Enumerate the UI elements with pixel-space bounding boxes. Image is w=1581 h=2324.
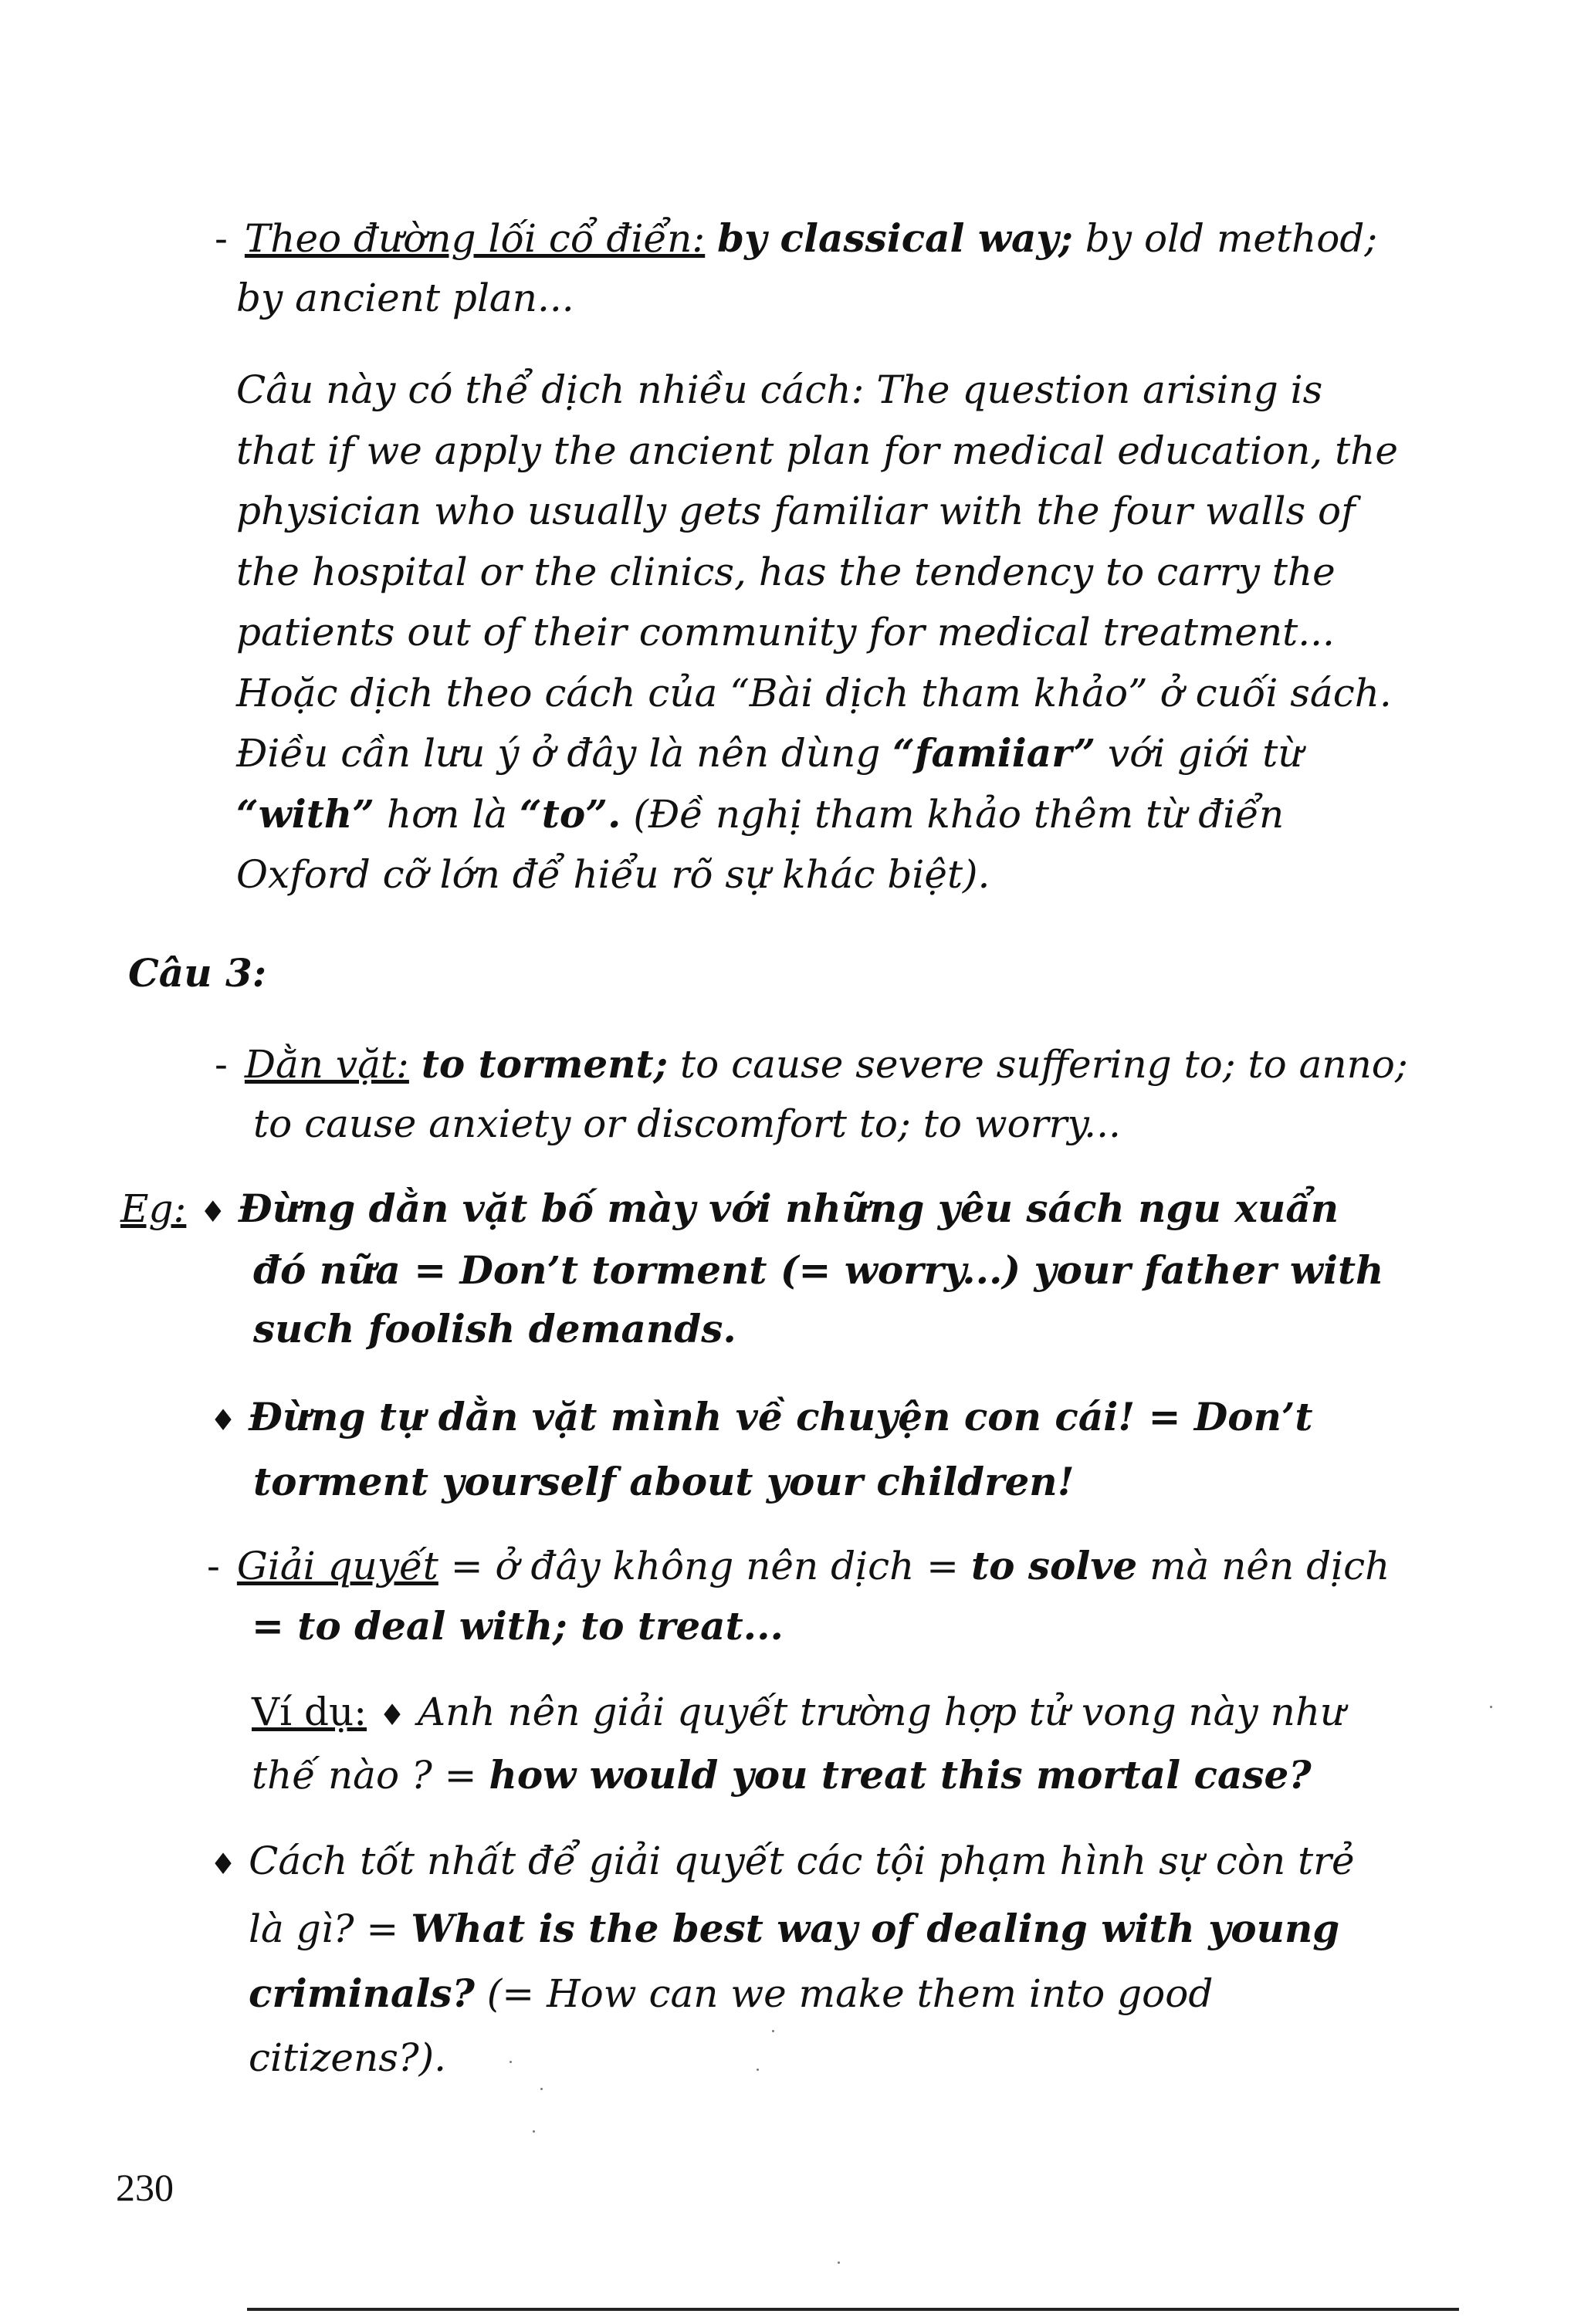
- term-label: Dằn vặt:: [244, 1042, 409, 1087]
- bold-translation: What is the best way of dealing with young: [411, 1906, 1340, 1951]
- example-line: [252, 1683, 1479, 1745]
- paragraph-line: Hoặc dịch theo cách của “Bài dịch tham khảo” ở cuối sách.: [236, 670, 1392, 715]
- example-line: citizens?).: [249, 2035, 447, 2080]
- example-block-3: [252, 1683, 1479, 1805]
- bold-translation: how would you treat this mortal case?: [489, 1752, 1312, 1798]
- example-text: Đừng dằn vặt bố mày với những yêu sách ngu xuẩn: [238, 1186, 1339, 1231]
- scan-speck: [540, 2088, 543, 2090]
- translation-rest: by old method;: [1085, 216, 1378, 261]
- bold-translation: criminals?: [249, 1970, 475, 2016]
- diamond-bullet-icon: ♦: [210, 1402, 237, 1437]
- paragraph-line: patients out of their community for medical treatment...: [236, 610, 1335, 655]
- paragraph-line: [236, 784, 1471, 845]
- example-line: [210, 1961, 1476, 2026]
- term-label: Theo đường lối cổ điển:: [244, 216, 706, 261]
- scan-speck: [838, 2261, 840, 2264]
- definition-line: [215, 1034, 1465, 1094]
- text-run: với giới từ: [1108, 731, 1303, 776]
- emphasis-word: “with”: [236, 790, 375, 837]
- page-number: 230: [116, 2166, 174, 2209]
- text-run: (Đề nghị tham khảo thêm từ điển: [633, 791, 1285, 837]
- definition-line: to cause anxiety or discomfort to; to worry...: [253, 1101, 1121, 1146]
- example-line: đó nữa = Don’t torment (= worry...) your father with: [253, 1247, 1384, 1293]
- example-line: torment yourself about your children!: [253, 1459, 1075, 1504]
- example-line: [210, 1829, 1476, 1896]
- example-text: Cách tốt nhất để giải quyết các tội phạm hình sự còn trẻ: [249, 1839, 1355, 1883]
- list-dash: -: [207, 1544, 220, 1588]
- vidu-label: Ví dụ:: [252, 1690, 367, 1734]
- paragraph-line: physician who usually gets familiar with the four walls of: [236, 489, 1356, 533]
- definition-line: [207, 1536, 1473, 1596]
- bottom-rule: [247, 2308, 1459, 2311]
- bold-translation: to solve: [970, 1543, 1138, 1588]
- scan-speck: [533, 2130, 535, 2133]
- example-block-1: [120, 1179, 1479, 1358]
- diamond-bullet-icon: ♦: [378, 1698, 406, 1732]
- scan-speck: [510, 2061, 512, 2063]
- bold-translation: to torment;: [421, 1041, 669, 1087]
- emphasis-word: “famiiar”: [892, 730, 1096, 776]
- definition-line: = to deal with; to treat...: [252, 1603, 784, 1649]
- text-run: mà nên dịch: [1149, 1544, 1390, 1588]
- example-text: Anh nên giải quyết trường hợp tử vong này như: [418, 1690, 1346, 1734]
- text-run: là gì? =: [249, 1906, 399, 1951]
- paragraph-line: the hospital or the clinics, has the tendency to carry the: [236, 549, 1336, 594]
- bold-translation: by classical way;: [717, 215, 1073, 261]
- example-line: [120, 1179, 1479, 1241]
- text-run: hơn là: [386, 791, 508, 837]
- paragraph-line: [236, 723, 1471, 784]
- diamond-bullet-icon: ♦: [210, 1847, 237, 1881]
- list-dash: -: [215, 216, 228, 261]
- scan-speck: [772, 2030, 774, 2032]
- section-heading: Câu 3:: [128, 950, 267, 996]
- example-line: such foolish demands.: [253, 1306, 736, 1351]
- definition-torment: [215, 1034, 1465, 1154]
- list-dash: -: [215, 1042, 228, 1087]
- paragraph-line: that if we apply the ancient plan for medical education, the: [236, 428, 1398, 473]
- text-run: thế nào ? =: [252, 1753, 477, 1798]
- example-line: [210, 1386, 1476, 1451]
- definition-line: [215, 208, 1465, 269]
- emphasis-word: “to”.: [520, 790, 621, 837]
- term-label: Giải quyết: [236, 1544, 438, 1588]
- text-run: = ở đây không nên dịch =: [450, 1544, 960, 1588]
- scan-speck: [1490, 1706, 1492, 1708]
- paragraph-line: Oxford cỡ lớn để hiểu rõ sự khác biệt).: [236, 852, 990, 897]
- translation-rest: to cause severe suffering to; to anno;: [679, 1042, 1408, 1087]
- text-run: (= How can we make them into good: [486, 1971, 1214, 2016]
- example-line: [252, 1745, 1479, 1805]
- definition-line: by ancient plan...: [236, 276, 574, 320]
- scan-speck: [757, 2069, 759, 2071]
- explanation-paragraph: [236, 360, 1471, 905]
- text-run: Điều cần lưu ý ở đây là nên dùng: [236, 731, 881, 776]
- paragraph-line: Câu này có thể dịch nhiều cách: The question arising is: [236, 367, 1323, 412]
- example-block-4: [210, 1829, 1476, 2090]
- example-block-2: [210, 1386, 1476, 1513]
- definition-solve: [207, 1536, 1473, 1656]
- definition-classical-way: [215, 208, 1465, 328]
- diamond-bullet-icon: ♦: [199, 1194, 226, 1229]
- eg-label: Eg:: [120, 1186, 187, 1231]
- example-text: Đừng tự dằn vặt mình về chuyện con cái! = Don’t: [249, 1394, 1313, 1439]
- example-line: [210, 1896, 1476, 1961]
